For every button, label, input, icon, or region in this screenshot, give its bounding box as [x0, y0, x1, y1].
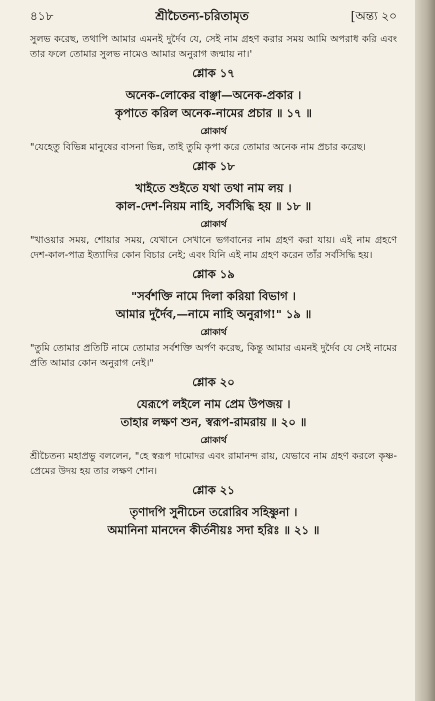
- verse-block: [30, 179, 397, 215]
- verse-line: তাহার লক্ষণ শুন, স্বরূপ-রামরায় ॥ ২০ ॥: [120, 415, 307, 429]
- translation-heading: শ্লোকার্থ: [200, 127, 227, 137]
- verse-line: কৃপাতে করিল অনেক-নামের প্রচার ॥ ১৭ ॥: [115, 106, 312, 120]
- page-number: ৪১৮: [30, 9, 54, 23]
- verse-line: কাল-দেশ-নিয়ম নাহি, সর্বসিদ্ধি হয় ॥ ১৮ ॥: [115, 199, 312, 213]
- book-spine-shadow: [415, 0, 435, 701]
- translation-paragraph: "খাওয়ার সময়, শোয়ার সময়, যেখানে সেখানে ভগবানের নাম গ্রহণ করা যায়। এই নাম গ্রহণে দেশ-কাল-পাত্র ইত্যাদির কোন বিচার নেই; এবং যিনি এই নাম গ্রহণ করেন তাঁর সর্বসিদ্ধি হয়।: [30, 235, 397, 261]
- verse-block: [30, 395, 397, 431]
- intro-paragraph: সুলভ করেছ, তথাপি আমার এমনই দুর্দৈব যে, সেই নাম গ্রহণ করার সময় আমি অপরাধ করি এবং তার ফলে তোমার সুলভ নামেও আমার অনুরাগ জন্মায় না।': [30, 34, 397, 60]
- sloka-heading: শ্লোক ১৯: [192, 267, 235, 281]
- verse-line: অমানিনা মানদেন কীর্তনীয়ঃ সদা হরিঃ ॥ ২১ ॥: [107, 523, 320, 537]
- verse-line: খাইতে শুইতে যথা তথা নাম লয় ।: [135, 181, 292, 195]
- translation-paragraph: "তুমি তোমার প্রতিটি নামে তোমার সর্বশক্তি অর্পণ করেছ, কিন্তু আমার এমনই দুর্দৈব যে সেই নামের প্রতি আমার কোন অনুরাগ নেই।": [30, 343, 397, 369]
- translation-heading: শ্লোকার্থ: [200, 436, 227, 446]
- sloka-heading: শ্লোক ২০: [192, 375, 235, 389]
- sloka-heading: শ্লোক ১৮: [192, 159, 235, 173]
- translation-heading: শ্লোকার্থ: [200, 328, 227, 338]
- running-title: শ্রীচৈতন্য-চরিতামৃত: [155, 9, 249, 23]
- verse-line: তৃণাদপি সুনীচেন তরোরিব সহিষ্ণুনা ।: [129, 505, 298, 519]
- verse-block: [30, 503, 397, 539]
- verse-block: [30, 287, 397, 323]
- section-label: [অন্ত্য ২০: [350, 9, 397, 23]
- verse-block: [30, 86, 397, 122]
- page-header: [30, 8, 397, 26]
- verse-line: যেরূপে লইলে নাম প্রেম উপজয় ।: [136, 397, 291, 411]
- translation-paragraph: শ্রীচৈতন্য মহাপ্রভু বললেন, "হে স্বরূপ দামোদর এবং রামানন্দ রায়, যেভাবে নাম গ্রহণ করলে কৃষ্ণ-প্রেমের উদয় হয় তার লক্ষণ শোন।: [30, 451, 397, 477]
- translation-paragraph: "যেহেতু বিভিন্ন মানুষের বাসনা ভিন্ন, তাই তুমি কৃপা করে তোমার অনেক নাম প্রচার করেছ।: [30, 142, 366, 153]
- sloka-heading: শ্লোক ২১: [192, 483, 235, 497]
- verse-line: অনেক-লোকের বাঞ্ছা—অনেক-প্রকার ।: [125, 88, 302, 102]
- translation-heading: শ্লোকার্থ: [200, 220, 227, 230]
- verse-line: "সর্বশক্তি নামে দিলা করিয়া বিভাগ ।: [131, 289, 296, 303]
- sloka-heading: শ্লোক ১৭: [192, 66, 235, 80]
- verse-line: আমার দুর্দৈব,—নামে নাহি অনুরাগ!" ১৯ ॥: [115, 307, 312, 321]
